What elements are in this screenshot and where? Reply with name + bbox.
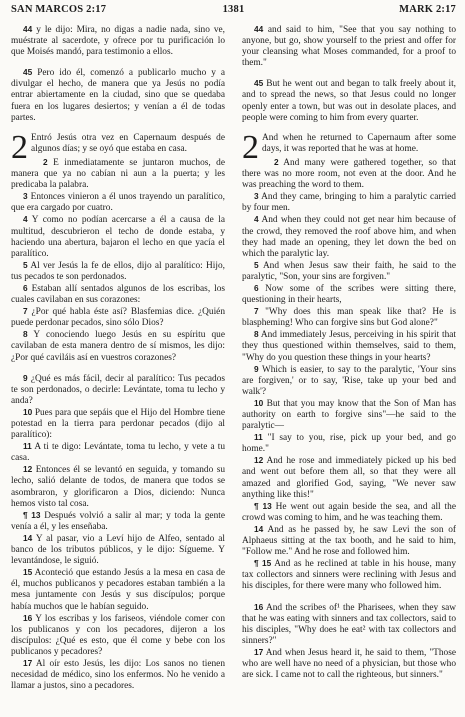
verse-number: 2 [43,156,48,167]
verse [242,24,456,69]
verse-number: 7 [23,306,28,317]
verse-text: And when Jesus saw their faith, he said to the paralytic, "Son, your sins are forgiven." [242,260,457,282]
verse-number: 10 [23,406,33,417]
verse-number: 6 [254,282,259,293]
chapter-number: 2 [11,128,28,166]
verse-number: 16 [254,601,264,612]
verse-list [242,157,456,593]
chapter-opening [242,128,456,166]
verse-text: "I say to you, rise, pick up your bed, and go home." [242,433,457,455]
columns [11,24,456,692]
verse [11,567,225,612]
verse [242,398,456,432]
verse-text: Y conociendo luego Jesús en su espíritu que cavilaban de esta manera dentro de sí mismos, les dijo: ¿Por qué caviláis así en vuestros corazones? [11,330,225,363]
verse [242,157,456,191]
verse-number: 9 [254,363,259,374]
verse-number: 5 [23,259,28,270]
verse-number: ¶ 13 [254,500,272,511]
chapter-2-block [242,128,456,166]
verse-text: But that you may know that the Son of Man has authority on earth to forgive sins"—he said to the paralytic— [242,398,456,432]
verse-text: And the scribes of¹ the Pharisees, when they saw that he was eating with sinners and tax collectors, said to his disciples, "Why does he eat² with tax collectors and sinners?" [242,602,456,646]
verse-number: 6 [23,282,28,293]
verse-text: And he rose and immediately picked up his bed and went out before them all, so that they were all amazed and glorified God, saying, "We never saw anything like this!" [242,456,456,500]
verse-text: Pero ido él, comenzó a publicarlo mucho y a divulgar el hecho, de manera que ya Jesús no podía entrar abiertamente en la ciudad, sino que se quedaba fuera en los lugares desiertos; y venían a él de todas partes. [11,68,225,123]
verse [11,260,225,283]
verse-text: Entonces vinieron a él unos trayendo un paralítico, que era cargado por cuatro. [11,192,225,214]
verse-text: He went out again beside the sea, and all the crowd was coming to him, and he was teaching them. [242,501,456,523]
verse-number: 11 [23,441,32,452]
verse-text: And as he passed by, he saw Levi the son of Alphaeus sitting at the tax booth, and he said to him, "Follow me." And he rose and followed him. [242,524,456,558]
verse-number: 5 [254,259,259,270]
verse [11,658,225,692]
verse [11,533,225,567]
verse [11,24,225,58]
verse [242,455,456,500]
verse-number: 17 [23,657,33,668]
verse [11,191,225,214]
verse-text: But he went out and began to talk freely about it, and to spread the news, so that Jesus could no longer openly enter a town, but was out in desolate places, and people were coming to him from every quarter. [242,79,457,123]
verse-text: Y al pasar, vio a Leví hijo de Alfeo, sentado al banco de los tributos públicos, y le dijo: Sígueme. Y levantándose, le siguió. [11,533,225,567]
verse-text: ¿Qué es más fácil, decir al paralítico: Tus pecados te son perdonados, o decirle: Levántate, toma tu lecho y anda? [11,373,226,406]
verse [242,78,456,123]
verse-text: Después volvió a salir al mar; y toda la gente venía a él, y les enseñaba. [11,510,225,532]
verse-number: 2 [274,156,279,167]
verse-number: 7 [254,306,259,317]
verse-list [11,157,225,364]
verse-text: Y los escribas y los fariseos, viéndole comer con los publicanos y con los pecadores, dijeron a los discípulos: ¿Qué es esto, que él come y bebe con los publicanos y pecadores? [11,613,225,657]
verse [242,501,456,524]
verse [242,306,456,329]
verse-number: 12 [23,464,33,475]
english-column [242,24,456,692]
verse-number: 3 [254,191,259,202]
verse-text: Al ver Jesús la fe de ellos, dijo al paralítico: Hijo, tus pecados te son perdonados. [11,260,225,282]
verse-number: 4 [23,214,28,225]
chapter-2-block [11,128,225,166]
verse-text: "Why does this man speak like that? He is blaspheming! Who can forgive sins but God alone?" [242,307,457,329]
verse [242,558,456,592]
verse-number: 16 [23,612,33,623]
verse-text: and said to him, "See that you say nothing to anyone, but go, show yourself to the priest and offer for your cleansing what Moses commanded, for a proof to them." [242,25,457,69]
header-left: SAN MARCOS 2:17 [11,4,107,15]
verse-text: Pues para que sepáis que el Hijo del Hombre tiene potestad en la tierra para perdonar pecados (dijo al paralítico): [11,407,225,441]
verse-text: And when he returned to Capernaum after some days, it was reported that he was at home. [262,132,456,154]
verse [11,283,225,306]
verse-text: And many were gathered together, so that there was no more room, not even at the door. And he was preaching the word to them. [242,157,456,191]
spacer [242,593,456,602]
page-number: 1381 [222,4,245,15]
verse-number: 17 [254,646,264,657]
verse-text: And they came, bringing to him a paralytic carried by four men. [242,192,456,214]
verse [242,329,456,363]
verse-text: Now some of the scribes were sitting there, questioning in their hearts, [242,283,456,306]
verse [11,510,225,533]
verse [11,157,225,191]
verse-text: y le dijo: Mira, no digas a nadie nada, sino ve, muéstrate al sacerdote, y ofrece por tu purificación lo que Moisés mandó, para testimonio a ellos. [11,25,225,58]
verse-list-2 [11,373,225,693]
verse [11,373,225,407]
verse [11,613,225,658]
verse [11,214,225,259]
verse-number: 11 [254,432,263,443]
verse-number: 45 [23,67,33,78]
verse-number: 8 [254,329,259,340]
verse-number: 44 [23,24,33,34]
pre-chapter-verses [11,24,225,124]
verse-number: 14 [254,523,264,534]
chapter-number: 2 [242,128,259,166]
verse-number: 8 [23,329,28,340]
pre-chapter-verses [242,24,456,124]
verse-number: ¶ 15 [254,558,272,569]
verse-text: Entró Jesús otra vez en Capernaum después de algunos días; y se oyó que estaba en casa. [31,132,225,154]
verse-number: 45 [254,78,264,89]
verse [11,407,225,441]
verse-text: Estaban allí sentados algunos de los escribas, los cuales cavilaban en sus corazones: [11,283,225,306]
header-right: MARK 2:17 [399,4,456,15]
verse-number: 14 [23,532,33,543]
verse [11,67,225,123]
verse-number: 4 [254,214,259,225]
verse-text: And when Jesus heard it, he said to them, "Those who are well have no need of a physician, but those who are sick. I came not to call the righteous, but sinners." [242,647,456,681]
running-header [11,4,456,24]
verse-text: E inmediatamente se juntaron muchos, de manera que ya no cabían ni aun a la puerta; y les predicaba la palabra. [11,157,226,191]
verse-text: Y como no podían acercarse a él a causa de la multitud, descubrieron el techo de donde estaba, y haciendo una abertura, bajaron el lecho en que yacía el paralítico. [11,215,225,259]
verse-text: And when they could not get near him because of the crowd, they removed the roof above him, and when they had made an opening, they let down the bed on which the paralytic lay. [242,215,456,259]
verse-number: 44 [254,24,264,34]
verse [242,260,456,283]
verse-text: And immediately Jesus, perceiving in his spirit that they thus questioned within themselves, said to them, "Why do you question these things in your hearts? [242,330,456,363]
chapter-opening [11,128,225,166]
verse [242,524,456,558]
verse [242,191,456,214]
verse [11,464,225,509]
verse-number: 10 [254,397,264,408]
verse [11,306,225,329]
verse-text: ¿Por qué habla éste así? Blasfemias dice. ¿Quién puede perdonar pecados, sino sólo Dios? [11,307,225,329]
verse-text: Entonces él se levantó en seguida, y tomando su lecho, salió delante de todos, de manera que todos se asombraron, y glorificaron a Dios, diciendo: Nunca hemos visto tal cosa. [11,465,226,509]
spanish-column [11,24,225,692]
verse-number: 3 [23,191,28,202]
verse [242,647,456,681]
verse-text: A ti te digo: Levántate, toma tu lecho, y vete a tu casa. [11,442,225,464]
verse-text: Al oír esto Jesús, les dijo: Los sanos no tienen necesidad de médico, sino los enfermos. No he venido a llamar a justos, sino a pecadores. [11,658,225,692]
verse-text: Aconteció que estando Jesús a la mesa en casa de él, muchos publicanos y pecadores estaban también a la mesa juntamente con Jesús y sus discípulos; porque había muchos que le habían seguido. [11,568,225,612]
verse [11,441,225,464]
verse-number: 15 [23,567,33,578]
verse [242,214,456,259]
spacer [11,364,225,373]
verse [11,329,225,363]
verse-number: 12 [254,455,264,466]
verse [242,432,456,455]
verse [242,283,456,306]
verse-text: Which is easier, to say to the paralytic, 'Your sins are forgiven,' or to say, 'Rise, take up your bed and walk'? [242,364,457,397]
verse-number: 9 [23,372,28,383]
verse [242,602,456,647]
verse-text: And as he reclined at table in his house, many tax collectors and sinners were reclining with Jesus and his disciples, for there were many who followed him. [242,559,456,592]
verse-number: ¶ 13 [23,509,41,520]
verse [242,364,456,398]
verse-list-2 [242,602,456,682]
